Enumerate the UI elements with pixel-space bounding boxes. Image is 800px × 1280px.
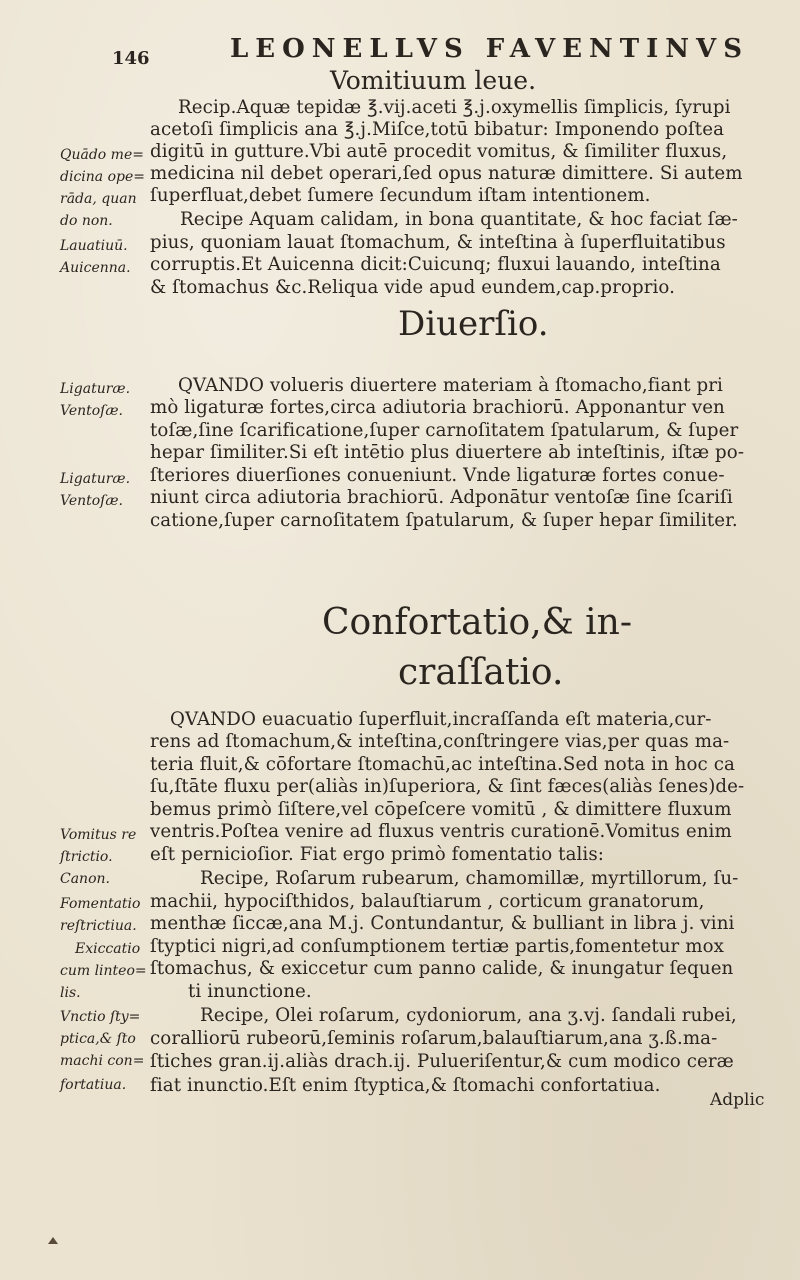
text-line: fiat inunctio.Eſt enim ſtyptica,& ſtomachi confortatiua.: [150, 1075, 661, 1096]
margin-note: Exiccatio: [75, 941, 141, 957]
text-line: machii, hypociſthidos, balauſtiarum , corticum granatorum,: [150, 891, 705, 912]
text-line: bemus primò ſiſtere,vel cōpeſcere vomitū , & dimittere fluxum: [150, 799, 732, 820]
margin-note: dicina ope=: [60, 169, 145, 185]
margin-note: Quādo me=: [60, 147, 144, 163]
text-line: medicina nil debet operari,ſed opus naturæ dimittere. Si autem: [150, 163, 743, 184]
margin-note: fortatiua.: [60, 1077, 127, 1093]
margin-note: ptica,& ſto: [60, 1031, 136, 1047]
text-line: eſt pernicioſior. Fiat ergo primò fomentatio talis:: [150, 844, 605, 865]
margin-note: Vomitus re: [60, 827, 137, 843]
margin-note: reſtrictiua.: [60, 918, 137, 934]
section-heading-diuersio: Diuerſio.: [398, 304, 549, 344]
margin-note: Ligaturæ.: [60, 381, 131, 397]
text-line: ſtiches gran.ij.aliàs drach.ij. Pulueriſentur,& cum modico ceræ: [150, 1051, 734, 1072]
catchword: Adplic: [710, 1090, 765, 1110]
margin-note: Fomentatio: [60, 896, 141, 912]
text-line: teria fluit,& cōfortare ſtomachū,ac inteſtina.Sed nota in hoc ca: [150, 754, 735, 775]
margin-note: lis.: [60, 985, 81, 1001]
ink-mark-icon: [46, 1234, 60, 1248]
text-line: hepar ſimiliter.Si eſt intētio plus diuertere ab inteſtinis, iſtæ po-: [150, 442, 745, 463]
margin-note: Ligaturæ.: [60, 471, 131, 487]
margin-note: Auicenna.: [60, 260, 131, 276]
text-line: & ſtomachus &c.Reliqua vide apud eundem,cap.proprio.: [150, 277, 676, 298]
running-head: LEONELLVS FAVENTINVS: [230, 34, 750, 64]
text-line: ſtomachus, & exiccetur cum panno calide, & inungatur ſequen: [150, 958, 734, 979]
text-line: Recipe, Roſarum rubearum, chamomillæ, myrtillorum, ſu-: [200, 868, 739, 889]
text-line: Recipe Aquam calidam, in bona quantitate, & hoc faciat ſæ-: [180, 209, 738, 230]
text-line: menthæ ſiccæ,ana M.j. Contundantur, & bulliant in libra j. vini: [150, 913, 735, 934]
section-heading-confortatio-line2: craſſatio.: [398, 652, 564, 693]
section-heading-confortatio-line1: Confortatio,& in-: [322, 602, 632, 643]
text-line: Recip.Aquæ tepidæ ℥.vij.aceti ℥.j.oxymellis ſimplicis, ſyrupi: [178, 97, 731, 118]
text-line: ti inunctione.: [188, 981, 312, 1002]
text-line: pius, quoniam lauat ſtomachum, & inteſtina à ſuperfluitatibus: [150, 232, 726, 253]
section-heading-vomitiuum: Vomitiuum leue.: [330, 66, 537, 95]
margin-note: do non.: [60, 213, 113, 229]
text-line: toſæ,ſine ſcarificatione,ſuper carnoſitatem ſpatularum, & ſuper: [150, 420, 739, 441]
text-line: ſuperfluat,debet ſumere ſecundum iſtam intentionem.: [150, 185, 651, 206]
text-line: catione,ſuper carnoſitatem ſpatularum, & ſuper hepar ſimiliter.: [150, 510, 738, 531]
margin-note: Lauatiuū.: [60, 238, 128, 254]
margin-note: cum linteo=: [60, 963, 147, 979]
text-line: niunt circa adiutoria brachiorū. Adponātur ventoſæ ſine ſcariſi: [150, 487, 733, 508]
text-line: coralliorū rubeorū,ſeminis roſarum,balauſtiarum,ana ʒ.ß.ma-: [150, 1028, 718, 1049]
text-line: ſteriores diuerſiones conueniunt. Vnde ligaturæ fortes conue-: [150, 465, 725, 486]
margin-note: Ventoſæ.: [60, 403, 123, 419]
text-line: rens ad ſtomachum,& inteſtina,conſtringere vias,per quas ma-: [150, 731, 730, 752]
text-line: QVANDO euacuatio ſuperfluit,incraſſanda eſt materia,cur-: [170, 709, 712, 730]
margin-note: ſtrictio.: [60, 849, 113, 865]
text-line: corruptis.Et Auicenna dicit:Cuicunq; fluxui lauando, inteſtina: [150, 254, 721, 275]
text-line: ſtyptici nigri,ad conſumptionem tertiæ partis,fomentetur mox: [150, 936, 724, 957]
page-number: 146: [112, 48, 150, 69]
margin-note: machi con=: [60, 1053, 145, 1069]
text-line: QVANDO volueris diuertere materiam à ſtomacho,fiant pri: [178, 375, 723, 396]
margin-note: rāda, quan: [60, 191, 137, 207]
text-line: acetoſi ſimplicis ana ℥.j.Miſce,totū bibatur: Imponendo poſtea: [150, 119, 725, 140]
text-line: mò ligaturæ fortes,circa adiutoria brachiorū. Apponantur ven: [150, 397, 725, 418]
margin-note: Ventoſæ.: [60, 493, 123, 509]
margin-note: Canon.: [60, 871, 110, 887]
margin-note: Vnctio ſty=: [60, 1009, 141, 1025]
text-line: digitū in gutture.Vbi autē procedit vomitus, & ſimiliter fluxus,: [150, 141, 728, 162]
text-line: Recipe, Olei roſarum, cydoniorum, ana ʒ.vj. ſandali rubei,: [200, 1005, 737, 1026]
text-line: ſu,ſtāte fluxu per(aliàs in)ſuperiora, & ſint fæces(aliàs ſenes)de-: [150, 776, 745, 797]
text-line: ventris.Poſtea venire ad fluxus ventris curationē.Vomitus enim: [150, 821, 732, 842]
